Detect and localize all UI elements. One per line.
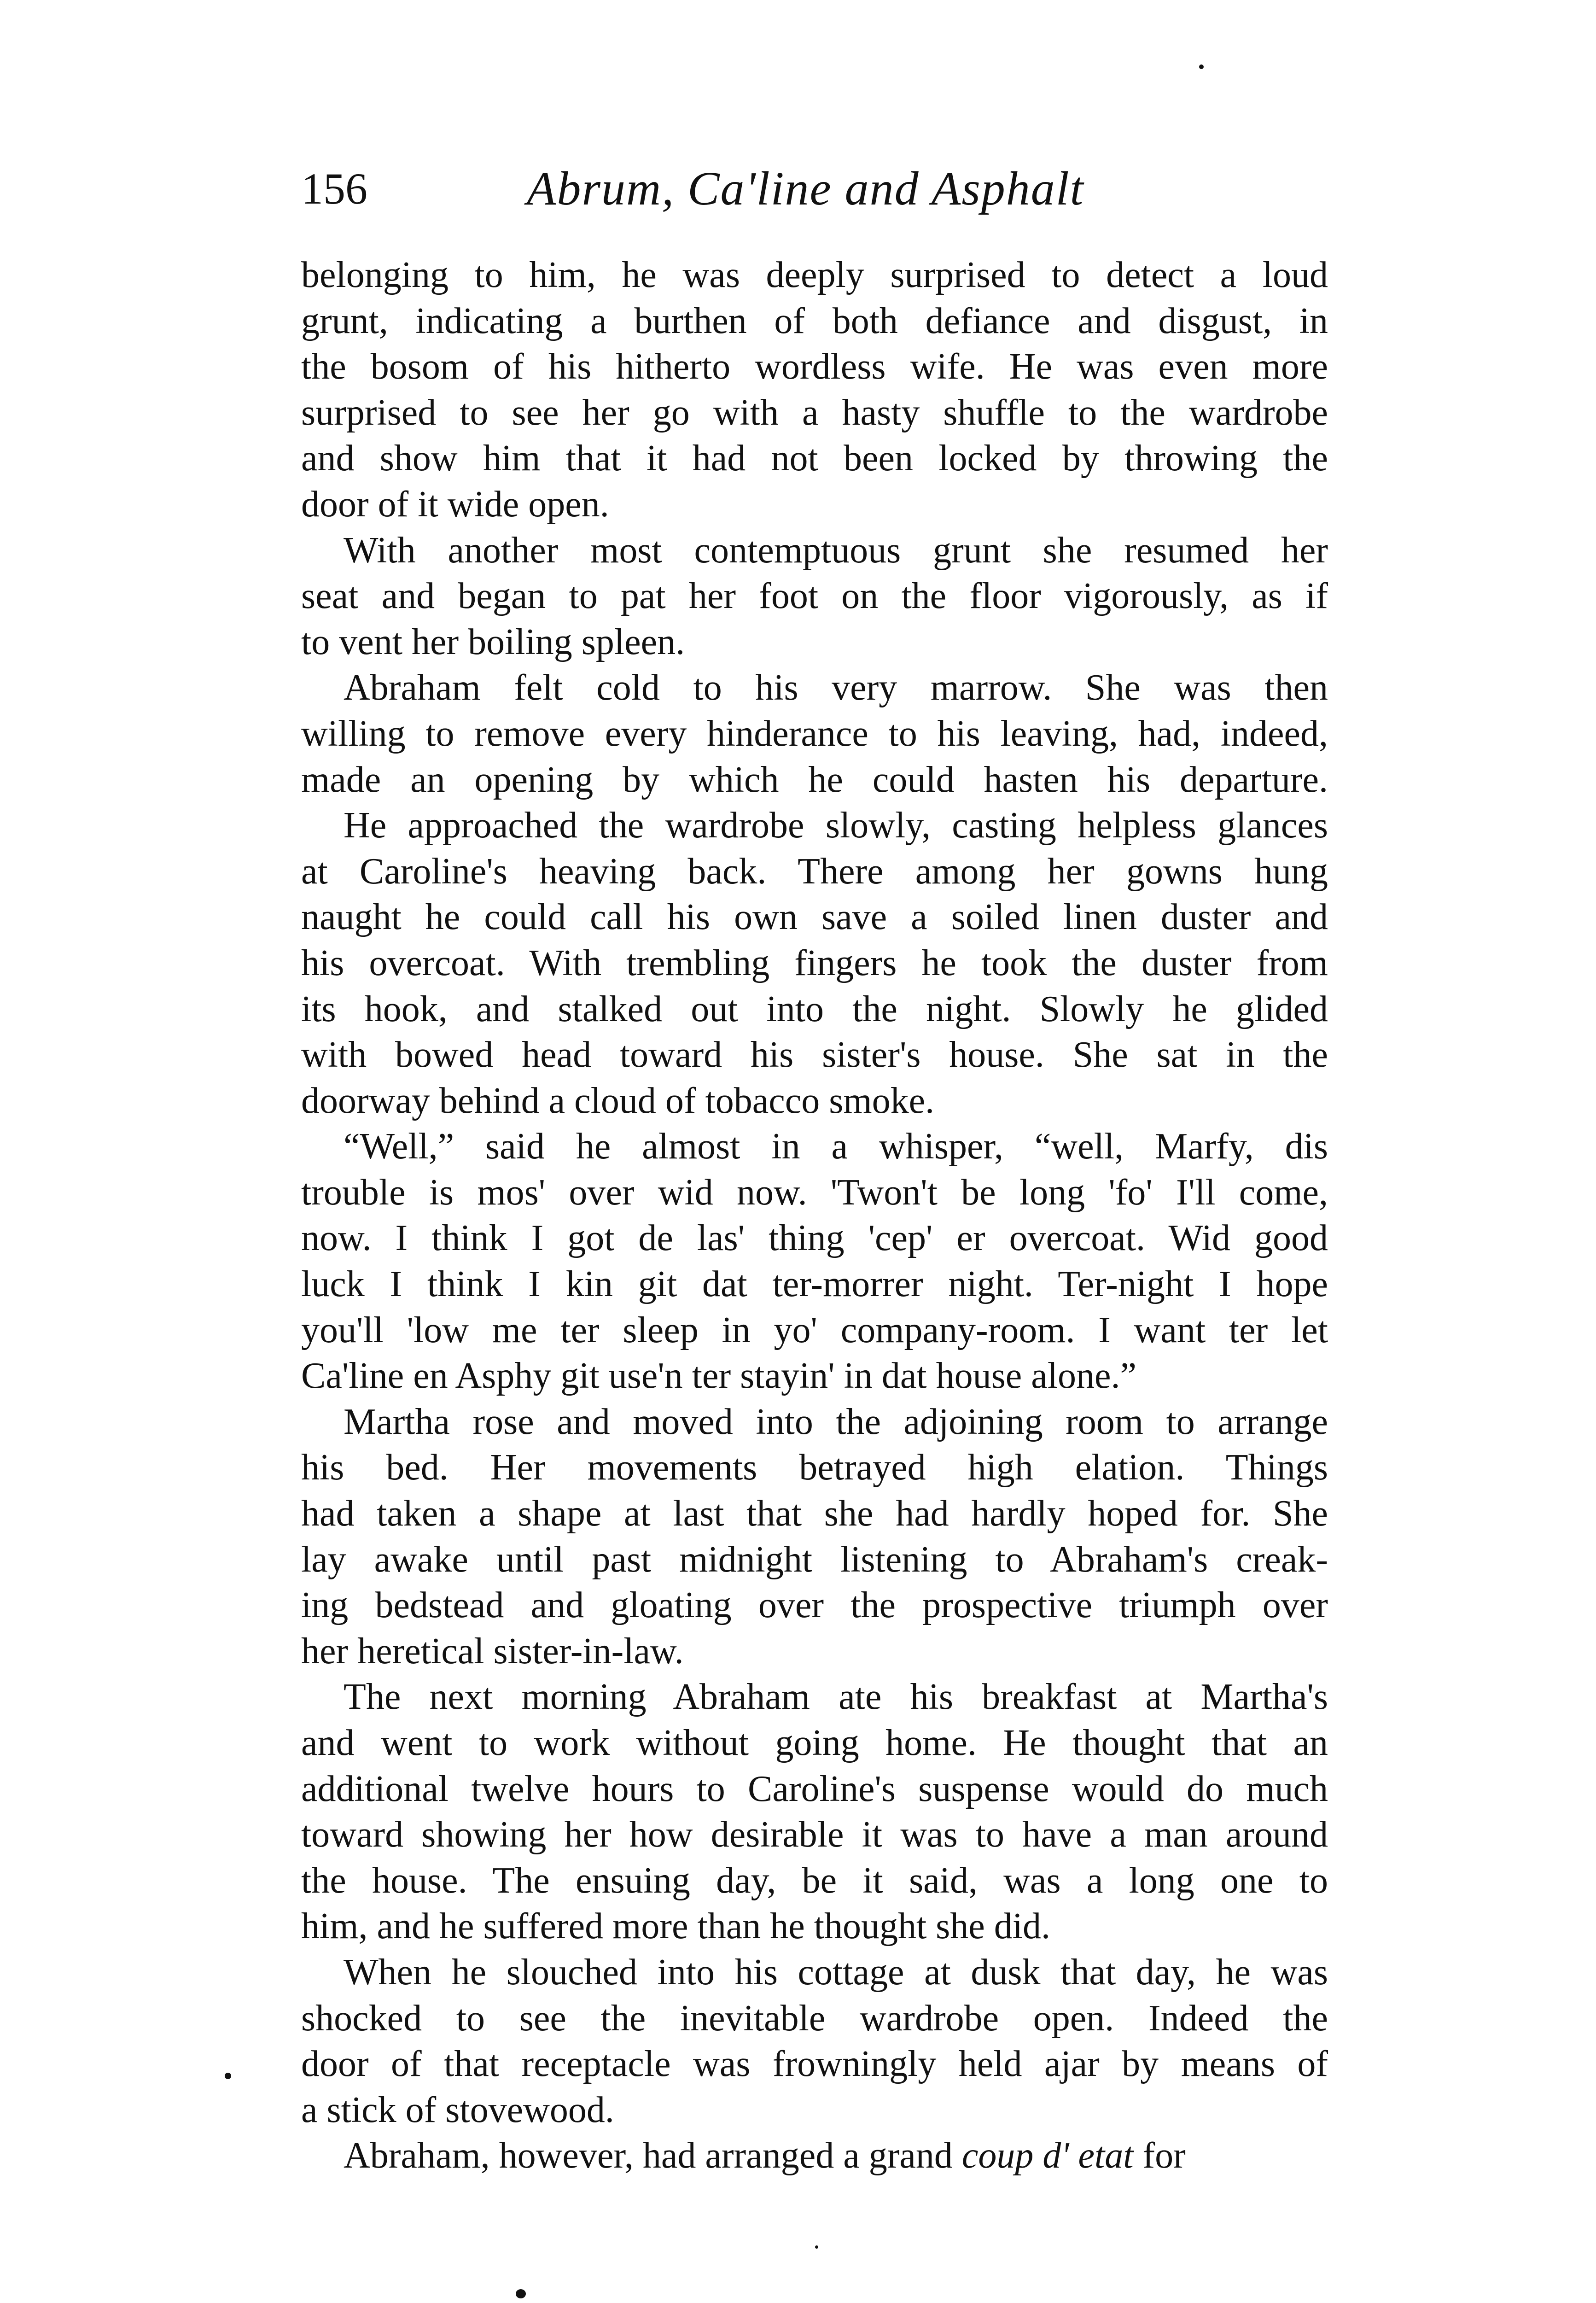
text-line: made an opening by which he could hasten his departure. — [301, 759, 1328, 800]
text-line: and show him that it had not been locked by throwing the — [301, 438, 1328, 479]
text-line: grunt, indicating a burthen of both defiance and disgust, in — [301, 300, 1328, 341]
text-line: seat and began to pat her foot on the floor vigorously, as if — [301, 576, 1328, 617]
text-line: a stick of stovewood. — [301, 2089, 614, 2130]
text-line: Ca'line en Asphy git use'n ter stayin' in dat house alone.” — [301, 1356, 1136, 1397]
text-segment: for — [1133, 2135, 1186, 2176]
text-line: its hook, and stalked out into the night. Slowly he glided — [301, 988, 1328, 1029]
text-line: ing bedstead and gloating over the prospective triumph over — [301, 1585, 1328, 1626]
text-line: and went to work without going home. He thought that an — [301, 1723, 1328, 1763]
text-line: willing to remove every hinderance to his leaving, had, indeed, — [301, 713, 1328, 754]
text-line: door of it wide open. — [301, 484, 609, 525]
text-line: He approached the wardrobe slowly, casting helpless glances — [344, 805, 1328, 846]
text-line: additional twelve hours to Caroline's suspense would do much — [301, 1768, 1328, 1809]
text-line: luck I think I kin git dat ter-morrer night. Ter-night I hope — [301, 1264, 1328, 1305]
text-line — [301, 2133, 1328, 2179]
text-line: to vent her boiling spleen. — [301, 621, 685, 662]
text-line: Abraham felt cold to his very marrow. She was then — [344, 667, 1328, 708]
body-text — [301, 252, 1328, 2179]
ink-speck — [815, 2245, 818, 2249]
text-line: “Well,” said he almost in a whisper, “well, Marfy, dis — [344, 1126, 1328, 1167]
text-line: had taken a shape at last that she had hardly hoped for. She — [301, 1493, 1328, 1534]
text-line: naught he could call his own save a soiled linen duster and — [301, 897, 1328, 938]
text-line: shocked to see the inevitable wardrobe open. Indeed the — [301, 1998, 1328, 2039]
ink-speck — [516, 2289, 526, 2298]
text-line: the bosom of his hitherto wordless wife. He was even more — [301, 346, 1328, 387]
text-line: When he slouched into his cottage at dusk that day, he was — [344, 1952, 1328, 1993]
text-line: now. I think I got de las' thing 'cep' er overcoat. Wid good — [301, 1218, 1328, 1259]
text-line: lay awake until past midnight listening to Abraham's creak- — [301, 1539, 1328, 1580]
text-line: the house. The ensuing day, be it said, was a long one to — [301, 1860, 1328, 1901]
italic-phrase: coup d' etat — [961, 2135, 1134, 2176]
text-line: her heretical sister-in-law. — [301, 1631, 684, 1672]
page-number: 156 — [301, 164, 367, 213]
text-line: doorway behind a cloud of tobacco smoke. — [301, 1080, 935, 1121]
ink-speck — [225, 2073, 231, 2079]
text-line: With another most contemptuous grunt she resumed her — [344, 530, 1328, 571]
text-line: door of that receptacle was frowningly held ajar by means of — [301, 2044, 1328, 2085]
text-line: his overcoat. With trembling fingers he took the duster from — [301, 942, 1328, 983]
text-line: belonging to him, he was deeply surprised to detect a loud — [301, 255, 1328, 295]
running-head — [301, 154, 1328, 223]
text-line: you'll 'low me ter sleep in yo' company-room. I want ter let — [301, 1309, 1328, 1350]
text-line: with bowed head toward his sister's house. She sat in the — [301, 1035, 1328, 1076]
text-line: Martha rose and moved into the adjoining room to arrange — [344, 1401, 1328, 1442]
text-line: at Caroline's heaving back. There among her gowns hung — [301, 851, 1328, 892]
text-line: toward showing her how desirable it was to have a man around — [301, 1814, 1328, 1855]
text-line: The next morning Abraham ate his breakfast at Martha's — [344, 1677, 1328, 1718]
text-line: trouble is mos' over wid now. 'Twon't be long 'fo' I'll come, — [301, 1172, 1328, 1213]
ink-speck — [1199, 64, 1204, 69]
text-line: him, and he suffered more than he thought she did. — [301, 1906, 1051, 1947]
text-segment: Abraham, however, had arranged a grand — [344, 2135, 962, 2176]
text-line: surprised to see her go with a hasty shuffle to the wardrobe — [301, 392, 1328, 433]
running-title: Abrum, Ca'line and Asphalt — [527, 162, 1084, 215]
text-line: his bed. Her movements betrayed high elation. Things — [301, 1447, 1328, 1488]
